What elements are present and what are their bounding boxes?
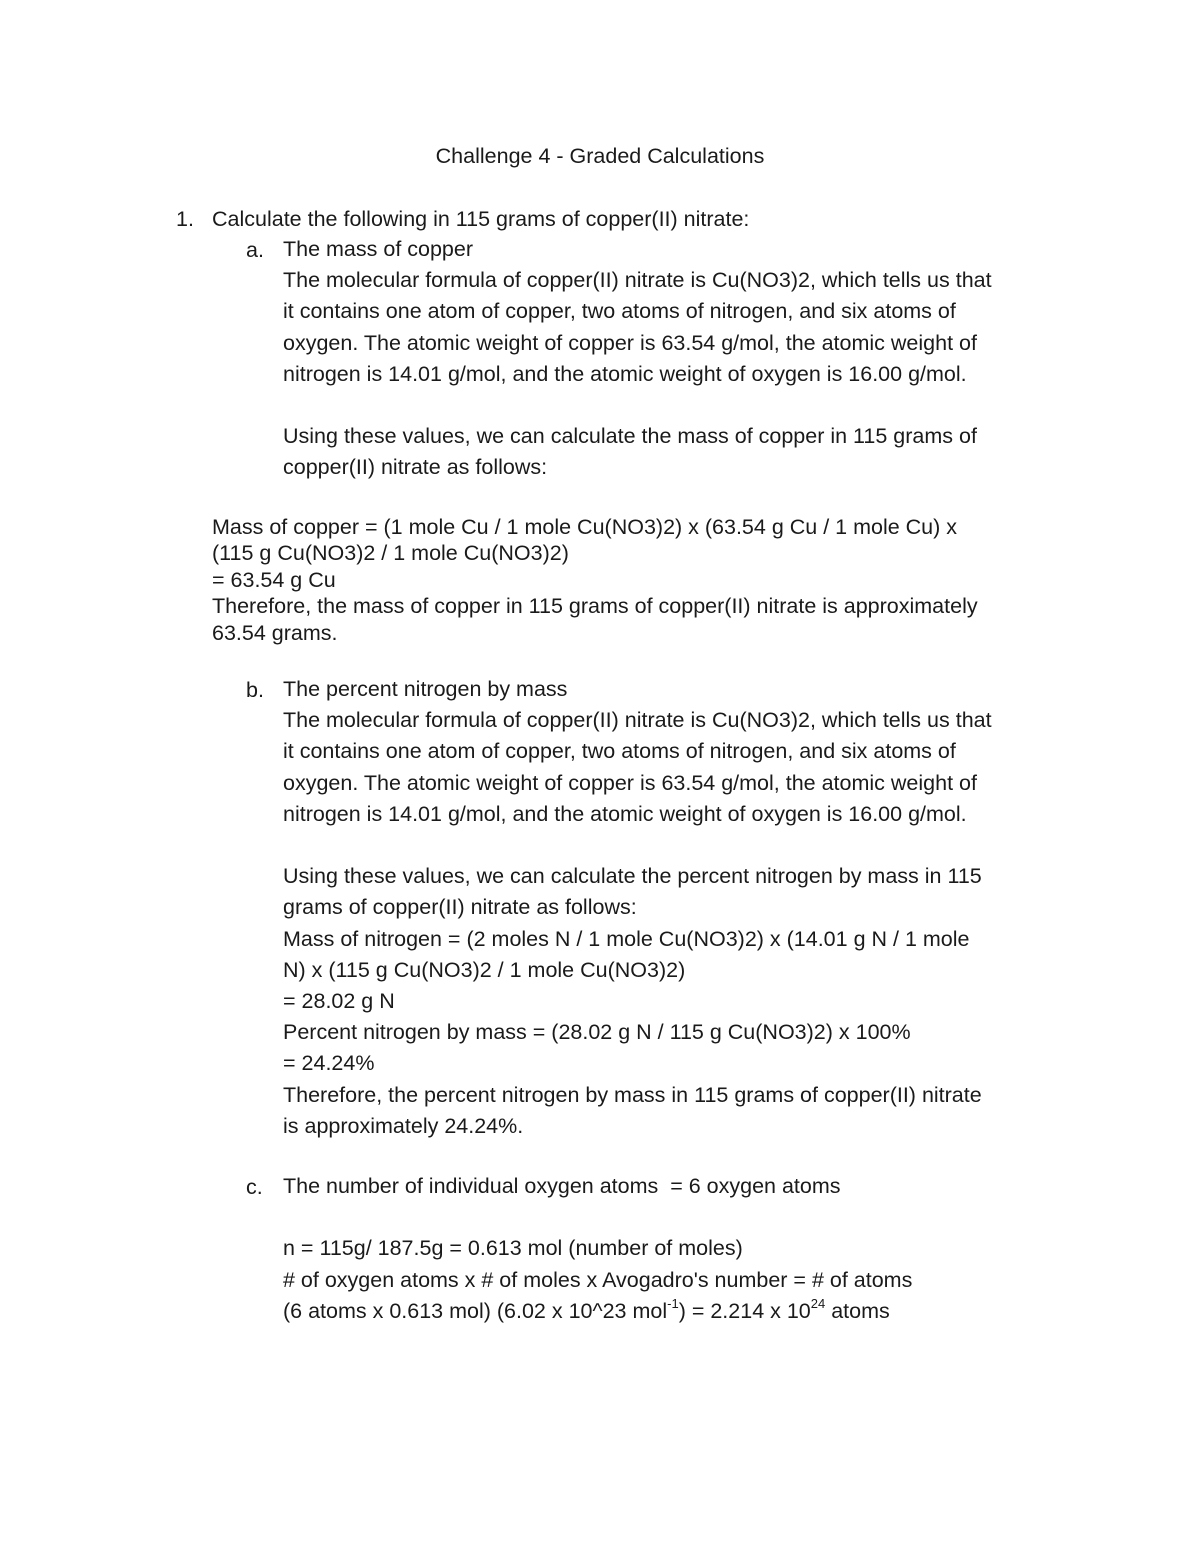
part-b-para2-line: grams of copper(II) nitrate as follows: xyxy=(283,895,637,920)
part-b-para1-line: nitrogen is 14.01 g/mol, and the atomic weight of oxygen is 16.00 g/mol. xyxy=(283,801,967,826)
part-c-heading: The number of individual oxygen atoms = 6 oxygen atoms xyxy=(283,1174,841,1198)
part-b-para2-line: is approximately 24.24%. xyxy=(283,1113,524,1138)
part-a-para1-line: oxygen. The atomic weight of copper is 63.54 g/mol, the atomic weight of xyxy=(283,330,977,355)
part-b-para2-line: Therefore, the percent nitrogen by mass in 115 grams of copper(II) nitrate xyxy=(283,1082,982,1107)
part-a-calc-line: Mass of copper = (1 mole Cu / 1 mole Cu(NO3)2) x (63.54 g Cu / 1 mole Cu) x xyxy=(212,515,958,539)
part-a-para1-line: it contains one atom of copper, two atoms of nitrogen, and six atoms of xyxy=(283,299,956,324)
question-number: 1. xyxy=(176,207,194,231)
part-a-calc-line: Therefore, the mass of copper in 115 grams of copper(II) nitrate is approximately xyxy=(212,594,978,619)
part-c-result-text: (6 atoms x 0.613 mol) (6.02 x 10^23 mol xyxy=(283,1298,668,1323)
part-c-formula-line: # of oxygen atoms x # of moles x Avogadro's number = # of atoms xyxy=(283,1267,913,1292)
part-b-para1-line: it contains one atom of copper, two atoms of nitrogen, and six atoms of xyxy=(283,739,956,764)
part-b-para2-line: Using these values, we can calculate the percent nitrogen by mass in 115 xyxy=(283,864,982,889)
part-a-para2-line: Using these values, we can calculate the mass of copper in 115 grams of xyxy=(283,424,977,449)
part-c-result-text: ) = 2.214 x 10 xyxy=(678,1298,811,1323)
part-a-letter: a. xyxy=(246,238,264,262)
part-a-calc-line: (115 g Cu(NO3)2 / 1 mole Cu(NO3)2) xyxy=(212,541,569,566)
part-a-para1-line: The molecular formula of copper(II) nitrate is Cu(NO3)2, which tells us that xyxy=(283,268,992,293)
part-c-letter: c. xyxy=(246,1175,263,1199)
part-b-para1-line: oxygen. The atomic weight of copper is 63.54 g/mol, the atomic weight of xyxy=(283,770,977,795)
part-a-calc-line: 63.54 grams. xyxy=(212,620,338,645)
part-c-result-exponent: 24 xyxy=(810,1295,826,1311)
part-c-body xyxy=(283,1171,1073,1327)
part-a-calculation xyxy=(212,514,1092,646)
part-b-para2-line: N) x (115 g Cu(NO3)2 / 1 mole Cu(NO3)2) xyxy=(283,957,686,982)
part-c-result-exponent: -1 xyxy=(667,1295,679,1311)
part-a-heading: The mass of copper xyxy=(283,237,474,261)
part-b-para1-line: The molecular formula of copper(II) nitrate is Cu(NO3)2, which tells us that xyxy=(283,708,992,733)
part-c-result-line xyxy=(283,1296,1073,1327)
question-prompt: Calculate the following in 115 grams of copper(II) nitrate: xyxy=(212,207,750,231)
page-title: Challenge 4 - Graded Calculations xyxy=(435,144,765,168)
part-b-para2-line: = 28.02 g N xyxy=(283,989,395,1014)
part-a-para2-line: copper(II) nitrate as follows: xyxy=(283,455,548,480)
part-b-letter: b. xyxy=(246,678,264,702)
part-b-para2-line: Percent nitrogen by mass = (28.02 g N / 115 g Cu(NO3)2) x 100% xyxy=(283,1020,911,1045)
part-b-heading: The percent nitrogen by mass xyxy=(283,677,568,701)
part-b-para2-line: = 24.24% xyxy=(283,1051,375,1076)
part-a-calc-line: = 63.54 g Cu xyxy=(212,567,336,592)
part-c-result-text: atoms xyxy=(825,1298,890,1323)
part-c-moles-line: n = 115g/ 187.5g = 0.613 mol (number of moles) xyxy=(283,1236,743,1261)
part-b-body xyxy=(283,674,1073,1142)
part-a-body xyxy=(283,234,1073,484)
part-a-para1-line: nitrogen is 14.01 g/mol, and the atomic weight of oxygen is 16.00 g/mol. xyxy=(283,361,967,386)
part-b-para2-line: Mass of nitrogen = (2 moles N / 1 mole Cu(NO3)2) x (14.01 g N / 1 mole xyxy=(283,926,970,951)
